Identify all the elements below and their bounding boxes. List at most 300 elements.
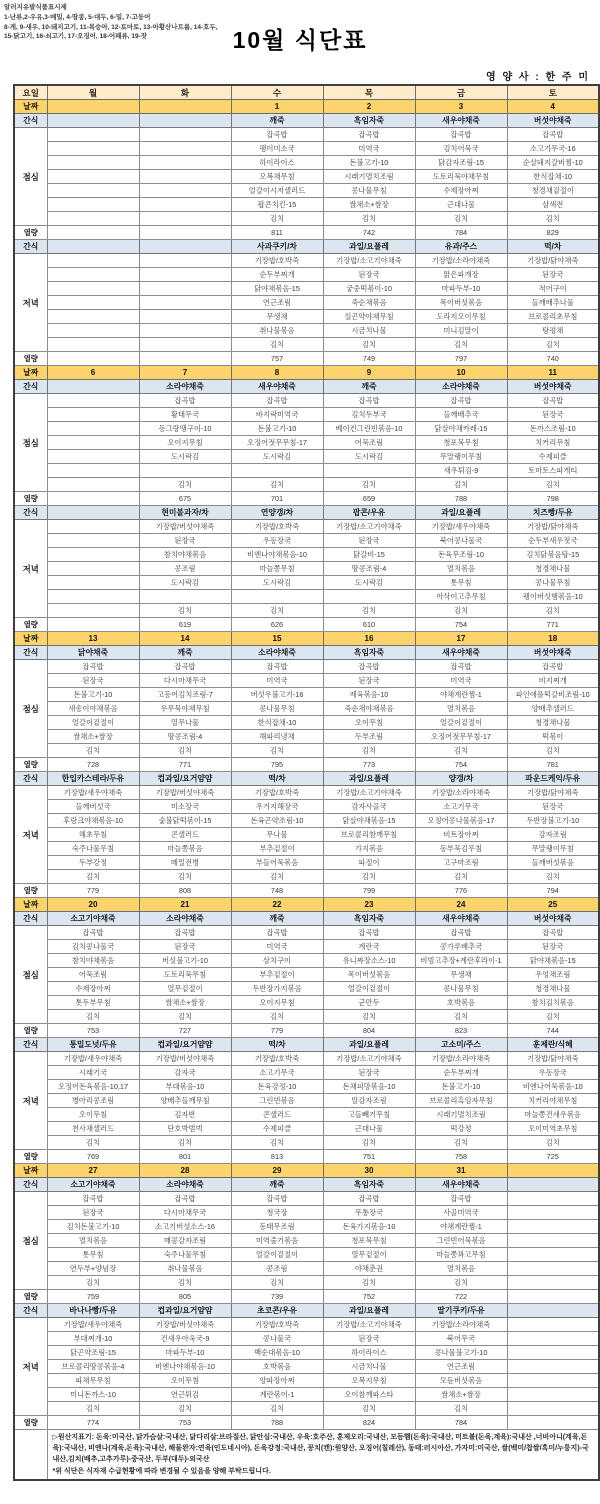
dinner-item-cell	[47, 604, 139, 618]
dinner-item-cell: 무말랭이무침	[507, 842, 599, 856]
lunch-item-cell: 김치	[415, 1276, 507, 1290]
dinner-item-cell: 마늘쫑볶음	[139, 842, 231, 856]
date-row-label: 날짜	[14, 632, 47, 646]
lunch-item-cell: 호박볶음	[415, 996, 507, 1010]
dinner-item-cell: 된장국	[323, 268, 415, 282]
lunch-item-cell: 야채계란찜-1	[415, 688, 507, 702]
dinner-item-cell: 호박볶음	[231, 1360, 323, 1374]
dinner-item-cell	[139, 296, 231, 310]
calorie-row-label: 열량	[14, 1416, 47, 1430]
date-cell: 22	[231, 898, 323, 912]
dinner-item-cell: 콩조림	[139, 562, 231, 576]
dinner-item-cell: 순두부찌개	[231, 268, 323, 282]
lunch-item-cell: 미역국	[415, 674, 507, 688]
dinner-item-cell: 김치	[507, 1136, 599, 1150]
lunch-item-cell: 김치두부국	[323, 408, 415, 422]
lunch-item-cell: 돈까스조림-10	[507, 422, 599, 436]
lunch-item-cell: 김치	[323, 1276, 415, 1290]
lunch-item-cell: 얼갈이겉절이	[47, 716, 139, 730]
lunch-item-cell: 김치	[47, 1010, 139, 1024]
snack-pm-cell: 컵과일/요거얌얌	[139, 1038, 231, 1052]
snack-pm-cell: 한입카스테라/두유	[47, 772, 139, 786]
page-title: 10월 식단표	[232, 27, 368, 53]
dinner-item-cell: 기장밥/소라야채죽	[415, 1052, 507, 1066]
dinner-item-cell: 김치	[507, 604, 599, 618]
dinner-item-cell: 김치	[231, 870, 323, 884]
snack-am-cell: 깨죽	[231, 912, 323, 926]
date-cell: 13	[47, 632, 139, 646]
dinner-item-cell: 기장밥/닭야채죽	[507, 1052, 599, 1066]
snack-pm-cell: 치즈빵/두유	[507, 506, 599, 520]
lunch-item-cell: 파인애플떡갈비조림-10	[507, 688, 599, 702]
dinner-calorie-cell: 753	[139, 1416, 231, 1430]
dinner-calorie-cell: 774	[47, 1416, 139, 1430]
lunch-item-cell: 연두부+양념장	[47, 1262, 139, 1276]
dinner-row	[14, 282, 599, 296]
lunch-item-cell: 얼갈이겉절이	[415, 716, 507, 730]
dinner-calorie-cell: 751	[323, 1150, 415, 1164]
dinner-item-cell	[47, 534, 139, 548]
footer-row	[14, 1430, 599, 1480]
dinner-item-cell: 된장국	[323, 1332, 415, 1346]
snack-pm-cell: 훈제란/식혜	[507, 1038, 599, 1052]
dinner-item-cell: 기장밥/호박죽	[231, 1052, 323, 1066]
date-cell	[47, 100, 139, 114]
lunch-item-cell: 김치	[47, 744, 139, 758]
lunch-item-cell	[507, 1276, 599, 1290]
lunch-item-cell	[507, 1206, 599, 1220]
dinner-calorie-cell: 788	[231, 1416, 323, 1430]
dinner-item-cell: 기장밥/소고기야채죽	[323, 786, 415, 800]
calorie-row-label: 열량	[14, 1150, 47, 1164]
dinner-calorie-cell: 754	[415, 618, 507, 632]
lunch-item-cell: 김치	[415, 744, 507, 758]
lunch-item-cell: 김치	[415, 212, 507, 226]
calorie-row-label: 열량	[14, 1024, 47, 1038]
dinner-row	[14, 604, 599, 618]
dinner-item-cell: 김치	[415, 1402, 507, 1416]
dinner-item-cell	[139, 338, 231, 352]
dinner-calorie-row	[14, 884, 599, 898]
lunch-row	[14, 982, 599, 996]
dinner-row	[14, 296, 599, 310]
dinner-row-label: 저녁	[14, 520, 47, 618]
lunch-item-cell: 닭야채볶음-15	[507, 954, 599, 968]
lunch-row	[14, 422, 599, 436]
dinner-item-cell: 실곤약야채무침	[323, 310, 415, 324]
snack-pm-cell: 떡/차	[231, 772, 323, 786]
lunch-item-cell: 잡곡밥	[323, 128, 415, 142]
dinner-item-cell: 닭곤약조림-15	[47, 1346, 139, 1360]
lunch-item-cell: 미역줄기볶음	[231, 1234, 323, 1248]
dinner-row	[14, 1052, 599, 1066]
dinner-item-cell: 기장밥/버섯야채죽	[139, 1052, 231, 1066]
lunch-row-label: 점심	[14, 926, 47, 1024]
lunch-item-cell: 잡곡밥	[323, 660, 415, 674]
lunch-item-cell	[47, 464, 139, 478]
dinner-row	[14, 1318, 599, 1332]
lunch-item-cell: 오이무침	[323, 716, 415, 730]
dinner-item-cell: 모듬버섯볶음	[415, 1374, 507, 1388]
date-cell: 20	[47, 898, 139, 912]
dinner-item-cell	[47, 296, 139, 310]
weekday-name: 월	[47, 85, 139, 100]
lunch-row-label: 점심	[14, 394, 47, 492]
lunch-row	[14, 212, 599, 226]
dinner-item-cell: 도시락김	[323, 576, 415, 590]
lunch-item-cell	[507, 1220, 599, 1234]
lunch-item-cell: 김치	[323, 478, 415, 492]
dinner-calorie-cell: 740	[507, 352, 599, 366]
dinner-item-cell: 김치	[47, 1402, 139, 1416]
snack-am-cell: 버섯야채죽	[507, 646, 599, 660]
dinner-item-cell: 양배추들깨무침	[139, 1094, 231, 1108]
date-row	[14, 898, 599, 912]
snack-pm-cell: 과일/요플레	[323, 1304, 415, 1318]
lunch-item-cell: 얼갈이시저샐러드	[231, 184, 323, 198]
dinner-item-cell	[139, 268, 231, 282]
date-cell: 15	[231, 632, 323, 646]
dinner-item-cell: 김치닭볶음탕-15	[507, 548, 599, 562]
snack-pm-cell: 과일/요플레	[323, 240, 415, 254]
snack-am-cell: 새우야채죽	[415, 1178, 507, 1192]
lunch-item-cell: 오이지무침	[139, 436, 231, 450]
dinner-calorie-cell: 801	[139, 1150, 231, 1164]
dinner-item-cell: 숙주나물무침	[47, 842, 139, 856]
dinner-item-cell: 기장밥/소고기야채죽	[323, 1052, 415, 1066]
dinner-item-cell: 오이미역초무침	[507, 1122, 599, 1136]
dinner-item-cell	[231, 590, 323, 604]
snack-row-label: 간식	[14, 506, 47, 520]
snack-pm-cell: 과일/요플레	[415, 506, 507, 520]
lunch-item-cell: 두반장가지볶음	[231, 982, 323, 996]
weekday-header-row	[14, 85, 599, 100]
snack-am-cell: 깨죽	[231, 1178, 323, 1192]
dinner-item-cell: 돈채피망볶음-10	[323, 1080, 415, 1094]
lunch-item-cell: 콩조림	[231, 1262, 323, 1276]
dinner-item-cell	[507, 1346, 599, 1360]
dinner-item-cell: 도라지오이무침	[415, 310, 507, 324]
lunch-item-cell: 참치야채볶음	[47, 954, 139, 968]
dinner-calorie-row	[14, 352, 599, 366]
lunch-item-cell: 김치	[323, 1010, 415, 1024]
lunch-item-cell: 잡곡밥	[323, 394, 415, 408]
lunch-item-cell	[47, 450, 139, 464]
lunch-calorie-cell: 759	[47, 1290, 139, 1304]
snack-am-cell: 소라야채죽	[139, 1178, 231, 1192]
dinner-item-cell	[47, 590, 139, 604]
dinner-item-cell: 기장밥/호박죽	[231, 520, 323, 534]
lunch-item-cell: 새송이야채볶음	[47, 702, 139, 716]
dinner-item-cell: 기장밥/닭야채죽	[507, 254, 599, 268]
dinner-row	[14, 576, 599, 590]
dinner-row	[14, 856, 599, 870]
dinner-item-cell: 기장밥/닭야채죽	[507, 786, 599, 800]
lunch-calorie-cell	[139, 226, 231, 240]
dinner-calorie-row	[14, 618, 599, 632]
snack-pm-cell: 초코콘/우유	[231, 1304, 323, 1318]
dinner-row-label: 저녁	[14, 1052, 47, 1150]
lunch-item-cell: 잡곡밥	[231, 660, 323, 674]
dinner-item-cell: 김치	[507, 870, 599, 884]
dinner-item-cell: 기장밥/소라야채죽	[415, 786, 507, 800]
dinner-item-cell: 기장밥/닭야채죽	[507, 520, 599, 534]
dinner-row	[14, 1374, 599, 1388]
calorie-row-label: 열량	[14, 758, 47, 772]
date-cell: 31	[415, 1164, 507, 1178]
lunch-item-cell: 사골미역국	[415, 1206, 507, 1220]
lunch-row	[14, 408, 599, 422]
snack-pm-cell: 고소미/주스	[415, 1038, 507, 1052]
dinner-item-cell: 부추겉절이	[231, 842, 323, 856]
dinner-item-cell: 기장밥/버섯야채죽	[139, 520, 231, 534]
lunch-item-cell: 무생채	[415, 968, 507, 982]
dinner-item-cell: 미니돈까스-10	[47, 1388, 139, 1402]
lunch-calorie-cell: 795	[231, 758, 323, 772]
dinner-item-cell: 적어구이	[507, 282, 599, 296]
lunch-item-cell: 청국장	[231, 1206, 323, 1220]
lunch-calorie-cell: 798	[507, 492, 599, 506]
lunch-row	[14, 744, 599, 758]
lunch-item-cell: 야채계란찜-1	[415, 1220, 507, 1234]
lunch-row	[14, 1220, 599, 1234]
lunch-item-cell: 열무겉절이	[323, 1248, 415, 1262]
snack-am-cell: 소라야채죽	[139, 380, 231, 394]
lunch-item-cell	[47, 422, 139, 436]
dinner-item-cell: 떡강정	[415, 1122, 507, 1136]
lunch-item-cell: 오징어젓무무침-17	[415, 730, 507, 744]
dinner-item-cell: 비엔나야채볶음-10	[231, 548, 323, 562]
lunch-item-cell: 잡곡밥	[139, 660, 231, 674]
dinner-item-cell: 도시락김	[231, 576, 323, 590]
lunch-item-cell: 콩나물무침	[323, 184, 415, 198]
dinner-row	[14, 814, 599, 828]
lunch-item-cell	[507, 1192, 599, 1206]
lunch-calorie-cell: 781	[507, 758, 599, 772]
lunch-calorie-cell: 753	[47, 1024, 139, 1038]
lunch-item-cell	[323, 464, 415, 478]
date-row	[14, 100, 599, 114]
dinner-row	[14, 1402, 599, 1416]
dinner-item-cell: 콘샐러드	[139, 828, 231, 842]
dinner-item-cell	[47, 338, 139, 352]
lunch-item-cell	[47, 184, 139, 198]
lunch-item-cell: 양배추샐러드	[507, 702, 599, 716]
lunch-row	[14, 450, 599, 464]
dinner-item-cell	[47, 254, 139, 268]
dinner-item-cell: 김치	[47, 870, 139, 884]
dinner-item-cell: 소고기무국	[231, 1066, 323, 1080]
dinner-item-cell: 천사채샐러드	[47, 1122, 139, 1136]
date-cell: 29	[231, 1164, 323, 1178]
snack-am-cell: 흑임자죽	[323, 114, 415, 128]
lunch-row	[14, 1248, 599, 1262]
snack-pm-row	[14, 506, 599, 520]
snack-pm-cell: 떡/차	[507, 240, 599, 254]
lunch-row	[14, 674, 599, 688]
dinner-item-cell: 파채무무침	[47, 1374, 139, 1388]
dinner-item-cell: 기장밥/새우야채죽	[47, 1052, 139, 1066]
dinner-item-cell: 쌈채소+쌈장	[415, 1388, 507, 1402]
dinner-item-cell	[47, 520, 139, 534]
snack-pm-cell: 사과쿠키/차	[231, 240, 323, 254]
snack-am-cell: 버섯야채죽	[507, 912, 599, 926]
date-cell: 11	[507, 366, 599, 380]
lunch-item-cell	[47, 212, 139, 226]
lunch-item-cell: 콩가루배추국	[415, 940, 507, 954]
snack-am-cell: 새우야채죽	[415, 646, 507, 660]
lunch-calorie-row	[14, 758, 599, 772]
lunch-item-cell: 잡곡밥	[231, 926, 323, 940]
date-row-label: 날짜	[14, 1164, 47, 1178]
snack-row-label: 간식	[14, 1178, 47, 1192]
dinner-item-cell	[47, 310, 139, 324]
date-cell: 16	[323, 632, 415, 646]
calorie-row-label: 열량	[14, 618, 47, 632]
snack-row-label: 간식	[14, 240, 47, 254]
dinner-item-cell: 김치	[231, 1402, 323, 1416]
lunch-item-cell	[47, 128, 139, 142]
dinner-item-cell: 김치	[139, 1136, 231, 1150]
dinner-calorie-cell: 776	[415, 884, 507, 898]
lunch-item-cell: 김치	[139, 478, 231, 492]
snack-am-row	[14, 114, 599, 128]
dinner-calorie-cell	[507, 1416, 599, 1430]
dinner-item-cell: 양파장아찌	[231, 1374, 323, 1388]
lunch-item-cell: 죽순채야채볶음	[323, 702, 415, 716]
dinner-item-cell: 가지볶음	[323, 842, 415, 856]
dinner-item-cell: 들깨버섯볶음	[507, 856, 599, 870]
lunch-item-cell: 김치콩나물국	[47, 940, 139, 954]
snack-pm-cell	[139, 240, 231, 254]
lunch-item-cell	[139, 184, 231, 198]
date-cell	[507, 1164, 599, 1178]
lunch-item-cell: 도토리묵야채무침	[415, 170, 507, 184]
lunch-calorie-cell	[507, 1290, 599, 1304]
snack-pm-cell: 컵과일/요거얌얌	[139, 1304, 231, 1318]
snack-pm-cell: 과일/요플레	[323, 1038, 415, 1052]
dinner-item-cell	[47, 562, 139, 576]
lunch-calorie-cell: 823	[415, 1024, 507, 1038]
dinner-item-cell: 김자반	[139, 1108, 231, 1122]
lunch-calorie-cell: 742	[323, 226, 415, 240]
lunch-row	[14, 660, 599, 674]
lunch-item-cell: 쌈채소+쌈장	[139, 996, 231, 1010]
lunch-row	[14, 1010, 599, 1024]
lunch-item-cell: 도시락김	[139, 450, 231, 464]
lunch-calorie-row	[14, 492, 599, 506]
dinner-item-cell: 김치	[415, 1136, 507, 1150]
lunch-item-cell: 삼색전	[507, 198, 599, 212]
lunch-item-cell: 김치	[323, 212, 415, 226]
snack-pm-cell: 딸기쿠키/두유	[415, 1304, 507, 1318]
nutritionist-name: 영 양 사 : 한 주 미	[486, 72, 590, 83]
date-cell: 14	[139, 632, 231, 646]
lunch-item-cell: 닭살야채카레-15	[415, 422, 507, 436]
dinner-item-cell	[139, 282, 231, 296]
dinner-item-cell: 비엔나어묵볶음-10	[507, 1080, 599, 1094]
dinner-row	[14, 1346, 599, 1360]
snack-am-cell: 새우야채죽	[415, 114, 507, 128]
lunch-item-cell: 김치	[231, 212, 323, 226]
dinner-row	[14, 842, 599, 856]
lunch-row	[14, 940, 599, 954]
weekday-name: 금	[415, 85, 507, 100]
lunch-item-cell: 팽이미소국	[231, 142, 323, 156]
dinner-calorie-cell: 619	[139, 618, 231, 632]
dinner-item-cell: 시래기멸치조림	[415, 1108, 507, 1122]
lunch-item-cell: 도시락김	[323, 450, 415, 464]
dinner-calorie-row	[14, 1150, 599, 1164]
snack-am-cell: 깨죽	[139, 646, 231, 660]
lunch-item-cell: 청경채나물	[507, 982, 599, 996]
dinner-calorie-cell: 771	[507, 618, 599, 632]
dinner-item-cell: 시금치나물	[323, 324, 415, 338]
snack-row-label: 간식	[14, 1038, 47, 1052]
lunch-item-cell: 잡곡밥	[231, 394, 323, 408]
weekday-name: 화	[139, 85, 231, 100]
lunch-item-cell: 우엉채조림	[507, 968, 599, 982]
lunch-item-cell: 미역국	[323, 142, 415, 156]
dinner-item-cell	[507, 1318, 599, 1332]
lunch-item-cell: 비지찌개	[507, 674, 599, 688]
dinner-item-cell	[507, 1360, 599, 1374]
dinner-item-cell: 오복지무침	[323, 1374, 415, 1388]
lunch-item-cell: 멸치볶음	[47, 1234, 139, 1248]
lunch-item-cell: 새우튀김-9	[415, 464, 507, 478]
lunch-item-cell: 김치	[323, 744, 415, 758]
lunch-item-cell: 김치	[231, 744, 323, 758]
dinner-item-cell: 돈육곤약조림-10	[231, 814, 323, 828]
lunch-item-cell: 해파리냉채	[231, 730, 323, 744]
lunch-calorie-cell: 722	[415, 1290, 507, 1304]
date-cell: 8	[231, 366, 323, 380]
date-cell: 23	[323, 898, 415, 912]
lunch-item-cell: 열무나물	[139, 716, 231, 730]
dinner-item-cell: 오이참깨파스타	[323, 1388, 415, 1402]
snack-am-cell: 닭야채죽	[47, 646, 139, 660]
lunch-item-cell: 김치	[507, 478, 599, 492]
lunch-item-cell: 김치	[231, 1276, 323, 1290]
lunch-item-cell: 오복채무침	[231, 170, 323, 184]
dinner-item-cell: 브로콜리초무침	[507, 310, 599, 324]
lunch-item-cell: 잡곡밥	[139, 1192, 231, 1206]
dinner-item-cell: 콘샐러드	[231, 1108, 323, 1122]
snack-pm-row	[14, 1038, 599, 1052]
lunch-item-cell: 김치	[139, 744, 231, 758]
lunch-item-cell: 된장국	[139, 940, 231, 954]
snack-am-cell	[507, 1178, 599, 1192]
lunch-row	[14, 394, 599, 408]
dinner-item-cell: 오징어돈육볶음-10,17	[47, 1080, 139, 1094]
lunch-item-cell	[47, 198, 139, 212]
dinner-item-cell: 김치	[231, 604, 323, 618]
allergy-line: 15-닭고기, 16-쇠고기, 17-오징어, 18-어패류, 19-잣	[4, 33, 148, 41]
dinner-item-cell: 기장밥/소라야채죽	[415, 254, 507, 268]
lunch-item-cell	[47, 436, 139, 450]
dinner-row	[14, 590, 599, 604]
lunch-item-cell: 잡곡밥	[323, 1192, 415, 1206]
dinner-calorie-cell: 748	[231, 884, 323, 898]
dinner-calorie-cell: 626	[231, 618, 323, 632]
lunch-calorie-cell: 779	[231, 1024, 323, 1038]
lunch-calorie-cell: 701	[231, 492, 323, 506]
lunch-item-cell: 고등어김치조림-7	[139, 688, 231, 702]
dinner-item-cell: 우거지해장국	[231, 800, 323, 814]
origin-text: ▷원산지표기: 돈육:미국산, 닭가슴살:국내산, 닭다리살:브라질산, 닭안심:국내산, 우육:호주산, 훈제오리:국내산, 모듬햄(돈육):국내산, 미트볼(돈육,계육):국내산 ,너비아니(계육,돈육):국내산, 비엔나(계육,돈육):국내산, 해물완자:연육(인도네시아), 돈육강정:국내산, 꽁치(캔):원양산, 오징어(칠레산), 동태:러시아산, 가자미:미국산, 쌀(백미/찹쌀/흑미/누룽지)-국내산,김치(배추,고추가루)-중국산, 두부(대두)-외국산	[52, 1434, 589, 1464]
lunch-item-cell: 삼치구이	[231, 954, 323, 968]
lunch-item-cell: 김치	[139, 1276, 231, 1290]
